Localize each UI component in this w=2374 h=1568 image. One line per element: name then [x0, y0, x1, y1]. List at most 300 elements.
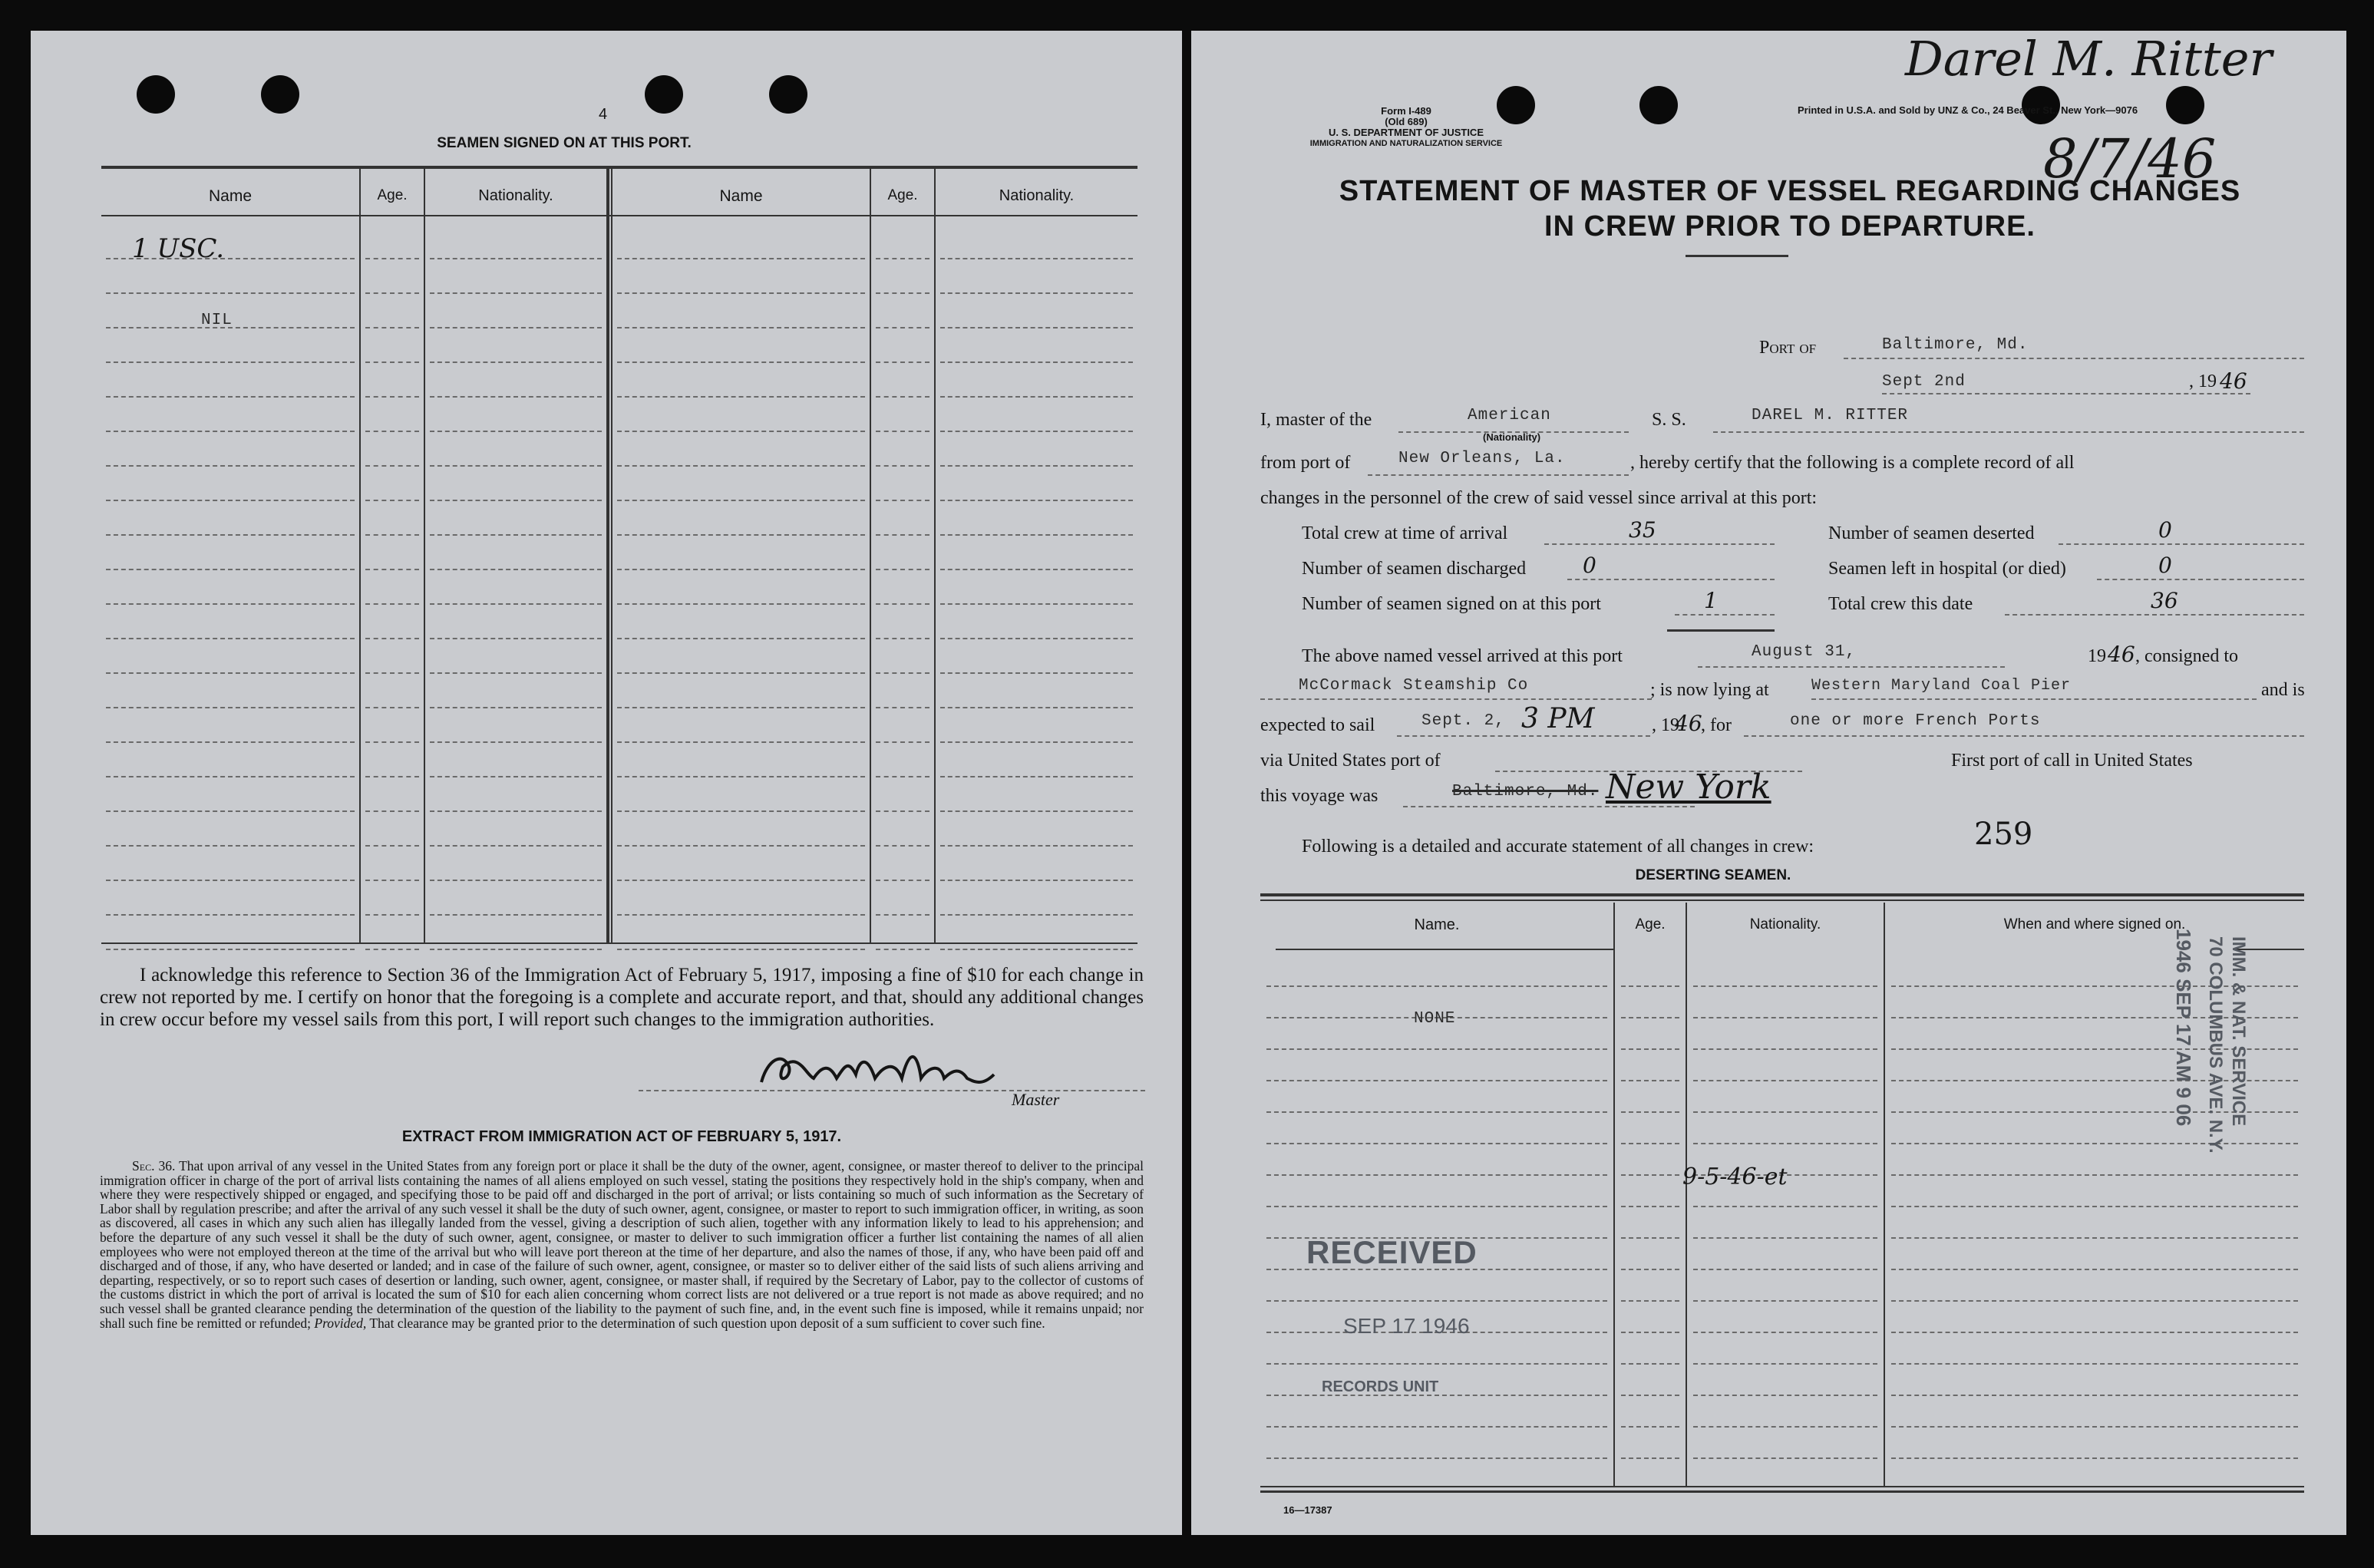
- table-row-line: [876, 638, 929, 639]
- desert-row-line: [1693, 1111, 1877, 1113]
- acknowledgement-text: I acknowledge this reference to Section 36 of the Immigration Act of February 5, 1917, imposing a fine of $10 for each change in crew not reported by me. I certify on honor that the foregoing is a complete and accurate report, and that, should any additional changes in crew occur before my vessel sails from this port, I will report such changes to the immigration authorities.: [100, 965, 1144, 1030]
- desert-header-rule: [1276, 949, 1613, 950]
- table-row-line: [876, 672, 929, 674]
- desert-row-line: [1693, 1332, 1877, 1333]
- voyage-label: this voyage was: [1260, 786, 1379, 806]
- table-row-line: [430, 880, 602, 881]
- table-row-line: [106, 741, 355, 743]
- column-divider: [870, 169, 871, 942]
- title-line-2: IN CREW PRIOR TO DEPARTURE.: [1544, 210, 2036, 243]
- desert-table-top-2: [1260, 900, 2304, 901]
- page-number: 4: [599, 106, 608, 123]
- desert-row-line: [1266, 1080, 1607, 1081]
- expected-year: 46: [1675, 711, 1702, 736]
- table-row-line: [106, 638, 355, 639]
- stat-line: [1567, 579, 1775, 580]
- received-date-stamp: SEP 17 1946: [1343, 1314, 1470, 1338]
- desert-row-line: [1693, 1017, 1877, 1018]
- department: U. S. DEPARTMENT OF JUSTICE: [1329, 127, 1484, 138]
- desert-row-line: [1621, 985, 1679, 987]
- printer-line: Printed in U.S.A. and Sold by UNZ & Co., 24 Beaver St., New York—9076: [1798, 104, 2138, 116]
- desert-row-line: [1266, 985, 1607, 987]
- signed-on-label: Number of seamen signed on at this port: [1302, 594, 1601, 614]
- table-row-line: [617, 327, 865, 328]
- table-row-line: [106, 465, 355, 467]
- deserted-value: 0: [2158, 517, 2172, 543]
- changes-text: changes in the personnel of the crew of said vessel since arrival at this port:: [1260, 488, 1818, 508]
- table-row-line: [430, 672, 602, 674]
- table-row-line: [365, 431, 419, 432]
- following-text: Following is a detailed and accurate statement of all changes in crew:: [1302, 837, 1814, 857]
- table-row-line: [617, 776, 865, 777]
- right-page: [1191, 31, 2346, 1535]
- table-row-line: [940, 361, 1133, 363]
- table-row-line: [617, 534, 865, 536]
- voyage-struck: Baltimore, Md.: [1452, 783, 1599, 801]
- table-row-line: [365, 707, 419, 708]
- master-label: Master: [1012, 1090, 1060, 1109]
- table-row-line: [617, 361, 865, 363]
- table-row-line: [617, 914, 865, 916]
- desert-row-line: [1266, 1426, 1607, 1428]
- table-row-line: [365, 327, 419, 328]
- table-row-line: [106, 361, 355, 363]
- side-service-stamp: IMM. & NAT. SERVICE: [2228, 936, 2249, 1127]
- punch-hole: [261, 75, 299, 114]
- table-row-line: [940, 534, 1133, 536]
- table-row-line: [106, 949, 355, 950]
- side-address-stamp: 70 COLUMBUS AVE. N.Y.: [2205, 936, 2226, 1154]
- page-title: [1253, 173, 2327, 244]
- table-row-line: [876, 361, 929, 363]
- table-row-line: [617, 603, 865, 605]
- records-unit-stamp: RECORDS UNIT: [1322, 1378, 1439, 1395]
- desert-row-line: [1621, 1111, 1679, 1113]
- desert-row-line: [1621, 1237, 1679, 1239]
- table-row-line: [365, 880, 419, 881]
- table-row-line: [940, 638, 1133, 639]
- table-row-line: [430, 292, 602, 294]
- from-port-value: New Orleans, La.: [1398, 450, 1566, 467]
- table-row-line: [876, 707, 929, 708]
- punch-hole: [137, 75, 175, 114]
- consignee-line: [1260, 698, 1652, 700]
- total-crew-date-value: 36: [2151, 588, 2178, 613]
- table-row-line: [365, 396, 419, 398]
- desert-row-line: [1693, 1048, 1877, 1050]
- table-row-line: [365, 258, 419, 259]
- table-row-line: [876, 949, 929, 950]
- form-old-number: (Old 689): [1385, 116, 1428, 127]
- expected-year-prefix: , 19: [1652, 715, 1679, 735]
- desert-row-line: [1621, 1206, 1679, 1207]
- discharged-label: Number of seamen discharged: [1302, 559, 1527, 579]
- desert-row-line: [1266, 1048, 1607, 1050]
- table-row-line: [940, 672, 1133, 674]
- table-row-line: [106, 914, 355, 916]
- table-row-line: [617, 707, 865, 708]
- table-row-line: [365, 569, 419, 570]
- desert-row-line: [1891, 1363, 2298, 1365]
- table-row-line: [365, 534, 419, 536]
- form-number: Form I-489: [1381, 105, 1431, 117]
- table-row-line: [430, 258, 602, 259]
- table-row-line: [940, 327, 1133, 328]
- year-label: , 19: [2189, 371, 2217, 391]
- hospital-label: Seamen left in hospital (or died): [1828, 559, 2066, 579]
- table-row-line: [365, 914, 419, 916]
- table-row-line: [430, 845, 602, 847]
- table-row-line: [617, 569, 865, 570]
- column-divider: [611, 169, 612, 942]
- table-row-line: [365, 603, 419, 605]
- table-row-entry: NIL: [201, 312, 233, 329]
- table-row-line: [617, 500, 865, 501]
- desert-table-top: [1260, 893, 2304, 896]
- extract-text: [100, 1159, 1144, 1330]
- lying-line: [1811, 698, 2257, 700]
- table-row-line: [876, 534, 929, 536]
- nationality-value: American: [1468, 407, 1551, 424]
- desert-row-line: [1621, 1457, 1679, 1459]
- signed-on-value: 1: [1704, 588, 1718, 613]
- table-row-line: [365, 845, 419, 847]
- table-header-rule: [101, 215, 1137, 216]
- desert-row-line: [1693, 1143, 1877, 1144]
- desert-row-line: [1693, 1237, 1877, 1239]
- arrived-value: August 31,: [1752, 643, 1857, 661]
- total-crew-date-label: Total crew this date: [1828, 594, 1973, 614]
- table-row-line: [106, 500, 355, 501]
- expected-value: Sept. 2,: [1421, 712, 1505, 730]
- table-row-line: [940, 603, 1133, 605]
- column-header-name: Name: [208, 187, 253, 205]
- desert-col-nationality: Nationality.: [1749, 916, 1821, 933]
- table-row-line: [876, 292, 929, 294]
- desert-row-line: [1693, 1457, 1877, 1459]
- table-row-line: [940, 845, 1133, 847]
- desert-table-bottom-2: [1260, 1490, 2304, 1493]
- table-row-line: [106, 396, 355, 398]
- column-divider: [424, 169, 425, 942]
- column-header-age: Age.: [887, 187, 918, 203]
- column-divider: [1686, 903, 1687, 1486]
- side-date-stamp: 1946 SEP 17 AM 9 06: [2172, 929, 2195, 1127]
- table-row-line: [365, 949, 419, 950]
- table-row-line: [940, 465, 1133, 467]
- port-label: Port of: [1759, 338, 1817, 358]
- desert-row-line: [1693, 1206, 1877, 1207]
- table-row-line: [876, 431, 929, 432]
- column-divider: [1884, 903, 1885, 1486]
- year-value: 46: [2220, 368, 2247, 394]
- desert-row-line: [1621, 1426, 1679, 1428]
- column-divider: [1613, 903, 1615, 1486]
- desert-row-line: [1621, 1395, 1679, 1396]
- table-row-line: [940, 880, 1133, 881]
- extract-body: That upon arrival of any vessel in the United States from any foreign port or place it shall be the duty of the owner, agent, consignee, or master thereof to deliver to the principal immigration officer in charge of the port of arrival lists containing the names of all aliens employed on such vessel, stating the positions they respectively hold in the ship's company, when and where they were respectively shipped or engaged, and specifying those to be paid off and discharged in the port of arrival; or lists containing so much of such information as the Secretary of Labor shall by regulation prescribe; and after the arrival of any such vessel it shall be the duty of such owner, agent, consignee, or master to report to such immigration officer, in writing, as soon as discovered, all cases in which any such alien has illegally landed from the vessel, giving a description of such alien, together with any information likely to lead to his apprehension; and before the departure of any such vessel it shall be the duty of such owner, agent, consignee, or master to deliver to such immigration officer a further list containing the names of all alien employees who were not employed thereon at the time of the arrival but who will leave port thereon at the time of her departure, and also the names of those, if any, who have been paid off and discharged and of those, if any, who have deserted or landed; and in case of the failure of such owner, agent, consignee, or master so to deliver either of the said lists of such aliens arriving and departing, respectively, or so to report such cases of desertion or landing, such owner, agent, consignee, or master shall, if required by the Secretary of Labor, pay to the collector of customs of the customs district in which the port of arrival is located the sum of $10 for each alien concerning whom correct lists are not delivered or a true report is not made as above required; and no such vessel shall be granted clearance pending the determination of the question of the liability to the payment of such fine, and, in the event such fine is imposed, while it remains unpaid; nor shall such fine be remitted or refunded;: [100, 1158, 1144, 1331]
- table-row-line: [365, 500, 419, 501]
- table-row-line: [876, 880, 929, 881]
- ss-label: S. S.: [1652, 410, 1686, 430]
- desert-row-line: [1621, 1080, 1679, 1081]
- desert-row-line: [1891, 1269, 2298, 1270]
- desert-col-age: Age.: [1635, 916, 1666, 933]
- extract-section-label: Sec. 36.: [132, 1158, 176, 1174]
- desert-row-line: [1693, 1269, 1877, 1270]
- form-header: [1253, 106, 1560, 149]
- table-row-line: [617, 880, 865, 881]
- section-title: SEAMEN SIGNED ON AT THIS PORT.: [437, 135, 692, 151]
- desert-row-line: [1621, 1300, 1679, 1302]
- left-page: [31, 31, 1182, 1535]
- arrived-line: [1698, 666, 2005, 668]
- stat-line: [1544, 543, 1775, 545]
- table-row-line: [430, 603, 602, 605]
- from-port-label: from port of: [1260, 453, 1351, 473]
- voyage-handwritten: New York: [1606, 767, 1771, 807]
- punch-hole: [1639, 86, 1678, 124]
- arrived-label: The above named vessel arrived at this port: [1302, 646, 1623, 666]
- table-row-line: [365, 672, 419, 674]
- table-row-line: [106, 603, 355, 605]
- discharged-value: 0: [1583, 553, 1596, 578]
- desert-row-line: [1266, 1143, 1607, 1144]
- desert-table-bottom: [1260, 1486, 2304, 1487]
- table-row-line: [876, 845, 929, 847]
- table-row-line: [940, 569, 1133, 570]
- table-row-line: [940, 431, 1133, 432]
- table-row-line: [106, 845, 355, 847]
- hospital-value: 0: [2158, 553, 2172, 578]
- desert-col-signed: When and where signed on.: [2003, 916, 2186, 933]
- desert-row-line: [1891, 1237, 2298, 1239]
- desert-row-line: [1891, 1332, 2298, 1333]
- desert-row-line: [1693, 1395, 1877, 1396]
- table-row-line: [876, 465, 929, 467]
- desert-row-line: [1621, 1269, 1679, 1270]
- table-row-line: [430, 431, 602, 432]
- table-row-line: [617, 845, 865, 847]
- desert-row-line: [1693, 1426, 1877, 1428]
- desert-row-line: [1693, 1080, 1877, 1081]
- arrived-year-prefix: 19: [2088, 646, 2106, 666]
- table-row-line: [876, 914, 929, 916]
- table-row-line: [876, 258, 929, 259]
- desert-row-line: [1891, 1143, 2298, 1144]
- column-divider: [606, 169, 609, 942]
- table-row-line: [617, 672, 865, 674]
- table-row-line: [617, 431, 865, 432]
- table-row-line: [617, 396, 865, 398]
- desert-entry: NONE: [1414, 1010, 1456, 1028]
- nationality-caption: (Nationality): [1483, 431, 1541, 443]
- table-row-line: [365, 361, 419, 363]
- table-top-rule: [101, 166, 1137, 169]
- expected-label: expected to sail: [1260, 715, 1375, 735]
- desert-row-line: [1621, 1048, 1679, 1050]
- from-port-line: [1368, 474, 1629, 476]
- table-row-line: [876, 500, 929, 501]
- table-row-line: [617, 949, 865, 950]
- desert-row-line: [1891, 1395, 2298, 1396]
- certify-text: , hereby certify that the following is a complete record of all: [1630, 453, 2075, 473]
- desert-row-line: [1621, 1143, 1679, 1144]
- desert-row-line: [1621, 1363, 1679, 1365]
- table-row-line: [430, 707, 602, 708]
- table-row-line: [365, 465, 419, 467]
- table-row-line: [430, 914, 602, 916]
- column-divider: [359, 169, 361, 942]
- column-header-name: Name: [719, 187, 763, 205]
- port-value: Baltimore, Md.: [1882, 336, 2029, 354]
- desert-row-line: [1266, 1457, 1607, 1459]
- table-row-line: [940, 810, 1133, 812]
- table-row-line: [106, 880, 355, 881]
- received-stamp: RECEIVED: [1306, 1234, 1478, 1270]
- table-row-line: [940, 741, 1133, 743]
- table-row-line: [940, 500, 1133, 501]
- table-row-line: [106, 672, 355, 674]
- table-row-line: [617, 741, 865, 743]
- table-row-line: [430, 741, 602, 743]
- table-row-line: [876, 396, 929, 398]
- lying-value: Western Maryland Coal Pier: [1811, 677, 2072, 695]
- table-row-line: [106, 707, 355, 708]
- total-crew-arrival-label: Total crew at time of arrival: [1302, 523, 1508, 543]
- port-line: [1844, 358, 2304, 359]
- handwritten-vessel-name: Darel M. Ritter: [1905, 31, 2273, 87]
- table-row-line: [430, 810, 602, 812]
- table-row-line: [365, 776, 419, 777]
- table-row-line: [106, 569, 355, 570]
- desert-row-line: [1891, 1457, 2298, 1459]
- table-row-line: [876, 810, 929, 812]
- table-row-line: [430, 776, 602, 777]
- table-row-line: [430, 534, 602, 536]
- table-row-line: [430, 396, 602, 398]
- table-row-line: [617, 465, 865, 467]
- desert-row-line: [1891, 1300, 2298, 1302]
- stat-line: [2005, 614, 2304, 616]
- consigned-label: , consigned to: [2135, 646, 2238, 666]
- column-divider: [934, 169, 936, 942]
- table-row-line: [940, 707, 1133, 708]
- service: IMMIGRATION AND NATURALIZATION SERVICE: [1309, 139, 1503, 148]
- table-row-line: [430, 327, 602, 328]
- desert-row-line: [1621, 1017, 1679, 1018]
- table-row-line: [940, 914, 1133, 916]
- via-label: via United States port of: [1260, 751, 1441, 771]
- title-underline: [1686, 255, 1788, 257]
- date-line: [1882, 393, 2250, 394]
- desert-row-line: [1266, 1363, 1607, 1365]
- desert-row-line: [1891, 1174, 2298, 1176]
- desert-row-line: [1266, 1111, 1607, 1113]
- desert-row-line: [1693, 1300, 1877, 1302]
- desert-row-line: [1621, 1332, 1679, 1333]
- stat-line: [2097, 579, 2304, 580]
- expected-line: [1397, 735, 1650, 737]
- table-row-line: [106, 431, 355, 432]
- column-header-nationality: Nationality.: [478, 187, 553, 204]
- table-bottom-rule: [101, 942, 1137, 944]
- table-row-line: [876, 741, 929, 743]
- table-row-line: [617, 638, 865, 639]
- table-row-line: [617, 258, 865, 259]
- deserting-title: DESERTING SEAMEN.: [1635, 867, 1791, 883]
- desert-row-line: [1891, 1206, 2298, 1207]
- extract-title: EXTRACT FROM IMMIGRATION ACT OF FEBRUARY 5, 1917.: [401, 1128, 842, 1145]
- punch-hole: [769, 75, 807, 114]
- for-value: one or more French Ports: [1790, 712, 2041, 730]
- table-row-line: [365, 810, 419, 812]
- consignee: McCormack Steamship Co: [1299, 677, 1529, 695]
- table-row-line: [430, 949, 602, 950]
- date-value: Sept 2nd: [1882, 373, 1966, 391]
- lying-label: ; is now lying at: [1650, 680, 1769, 700]
- table-row-line: [940, 776, 1133, 777]
- desert-col-name: Name.: [1414, 916, 1460, 933]
- desert-row-line: [1621, 1174, 1679, 1176]
- ship-name: DAREL M. RITTER: [1752, 407, 1909, 424]
- for-label: , for: [1701, 715, 1732, 735]
- table-row-line: [430, 361, 602, 363]
- table-row-line: [106, 292, 355, 294]
- table-row-line: [430, 465, 602, 467]
- table-row-line: [876, 776, 929, 777]
- footer-code: 16—17387: [1283, 1504, 1332, 1516]
- column-header-nationality: Nationality.: [999, 187, 1075, 204]
- arrived-year: 46: [2108, 642, 2135, 667]
- deserted-label: Number of seamen deserted: [1828, 523, 2035, 543]
- table-row-line: [430, 569, 602, 570]
- table-row-line: [430, 500, 602, 501]
- master-of-the-label: I, master of the: [1260, 410, 1372, 430]
- ship-name-line: [1713, 431, 2304, 433]
- table-row-line: [940, 258, 1133, 259]
- table-row-line: [876, 603, 929, 605]
- stat-line: [1675, 614, 1775, 616]
- table-row-line: [940, 396, 1133, 398]
- table-row-line: [106, 534, 355, 536]
- and-is-label: and is: [2261, 680, 2305, 700]
- table-row-line: [106, 776, 355, 777]
- desert-row-line: [1266, 1300, 1607, 1302]
- punch-hole: [2166, 86, 2204, 124]
- extract-tail: That clearance may be granted prior to the determination of such question upon deposit of a sum sufficient to cover such fine.: [369, 1315, 1045, 1331]
- total-crew-arrival-value: 35: [1629, 517, 1656, 543]
- expected-time: 3 PM: [1521, 703, 1595, 734]
- title-line-1: STATEMENT OF MASTER OF VESSEL REGARDING CHANGES: [1339, 175, 2241, 207]
- for-line: [1744, 735, 2304, 737]
- first-port-label: First port of call in United States: [1951, 751, 2193, 771]
- table-row-line: [617, 810, 865, 812]
- table-row-line: [365, 741, 419, 743]
- table-row-line: [430, 638, 602, 639]
- master-signature: [752, 1044, 1013, 1098]
- table-row-line: [365, 292, 419, 294]
- desert-row-line: [1891, 1426, 2298, 1428]
- table-row-line: [940, 292, 1133, 294]
- table-row-line: [106, 810, 355, 812]
- table-row-line: [617, 292, 865, 294]
- table-row-line: [876, 569, 929, 570]
- extract-provided: Provided,: [314, 1315, 367, 1331]
- table-row-entry: 1 USC.: [132, 233, 224, 264]
- total-underline: [1667, 629, 1775, 632]
- desert-row-line: [1266, 1174, 1607, 1176]
